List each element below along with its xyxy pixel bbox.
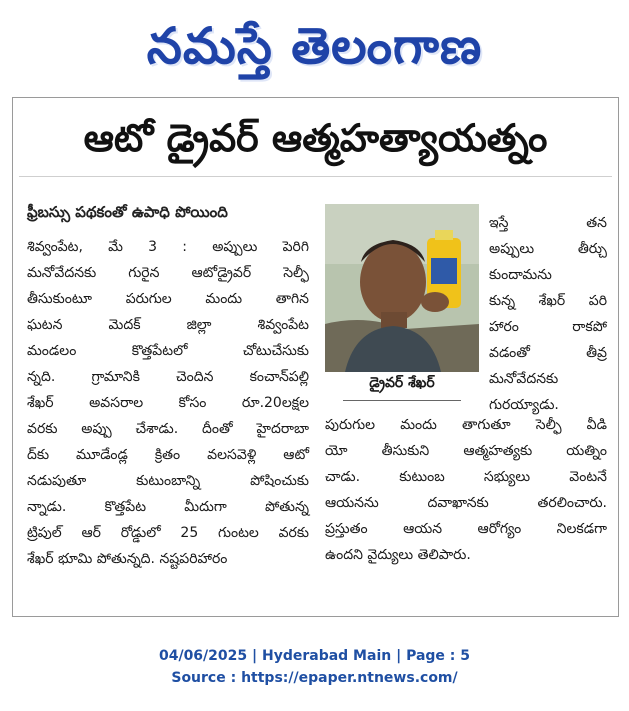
article-text-line: నడుపుతూ కుటుంబాన్ని పోషించుకు: [27, 473, 309, 489]
article-text-line: వరకు అప్పు చేశాడు. దీంతో హైదరాబా: [27, 421, 309, 437]
article-text-line: ఘటన మెదక్ జిల్లా శివ్వంపేట: [27, 317, 309, 333]
article-column-left: [27, 234, 309, 572]
article-text-line: యో తీసుకుని ఆత్మహత్యకు యత్నిం: [325, 443, 607, 459]
photo-caption: డ్రైవర్ శేఖర్: [369, 375, 435, 391]
article-text-line: మండలం కొత్తపేటలో చోటుచేసుకు: [27, 343, 309, 359]
article-text-line: పురుగుల మందు తాగుతూ సెల్ఫీ వీడి: [325, 417, 607, 433]
article-text-line: కుందామను: [489, 267, 552, 283]
article-text-line: ప్రస్తుతం ఆయన ఆరోగ్యం నిలకడగా: [325, 521, 607, 537]
caption-underline: [343, 400, 461, 401]
article-text-line: హారం రాకపో: [489, 319, 607, 335]
article-text-line: ఆయనను దవాఖానకు తరలించారు.: [325, 495, 607, 511]
masthead: [0, 0, 629, 92]
article-text-line: అప్పులు తీర్చు: [489, 241, 607, 257]
article-text-line: గురయ్యాడు.: [489, 397, 559, 413]
article-text-line: న్నాడు. కొత్తపేట మీదుగా పోతున్న: [27, 499, 309, 515]
article-text-line: తీసుకుంటూ పరుగుల మందు తాగిన: [27, 291, 309, 307]
article-text-line: శేఖర్ భూమి పోతున్నది. నష్టపరిహారం: [27, 551, 228, 567]
article-column-right: [489, 210, 607, 418]
article-text-line: వడంతో తీవ్ర: [489, 345, 607, 361]
article-text-line: ట్రిపుల్ ఆర్ రోడ్డులో 25 గుంటల వరకు: [27, 525, 309, 541]
article-text-line: న్నది. గ్రామానికి చెందిన కంచాన్‌పల్లి: [27, 369, 309, 385]
article-text-line: ఉందని వైద్యులు తెలిపారు.: [325, 547, 471, 563]
source-footer: [0, 645, 629, 689]
article-text-line: చాడు. కుటుంబ సభ్యులు వెంటనే: [325, 469, 607, 485]
source-url: Source : https://epaper.ntnews.com/: [171, 670, 458, 686]
news-clipping: [12, 97, 619, 617]
article-column-bottom: [325, 412, 607, 568]
headline: ఆటో డ్రైవర్ ఆత్మహత్యాయత్నం: [83, 116, 548, 160]
article-text-line: శేఖర్ అవసరాల కోసం రూ.20లక్షల: [27, 395, 309, 411]
headline-divider: [19, 176, 612, 177]
article-text-line: ద్‌కు మూడేండ్ల క్రితం వలసవెళ్లి ఆటో: [27, 447, 309, 463]
article-text-line: కున్న శేఖర్ పరి: [489, 293, 607, 309]
newspaper-logo: నమస్తే తెలంగాణ: [146, 16, 483, 75]
article-text-line: ఇస్తే తన: [489, 215, 607, 231]
article-text-line: మనోవేదనకు: [489, 371, 559, 387]
article-text-line: శివ్వంపేట, మే 3 : అప్పులు పెరిగి: [27, 239, 309, 255]
edition-info: 04/06/2025 | Hyderabad Main | Page : 5: [158, 648, 471, 664]
subheadline: ఫ్రీబస్సు పథకంతో ఉపాధి పోయింది: [27, 203, 228, 221]
article-text-line: మనోవేదనకు గురైన ఆటోడ్రైవర్ సెల్ఫీ: [27, 265, 309, 281]
article-photo: [325, 204, 479, 372]
man-holding-bottle-photo: [325, 204, 479, 372]
